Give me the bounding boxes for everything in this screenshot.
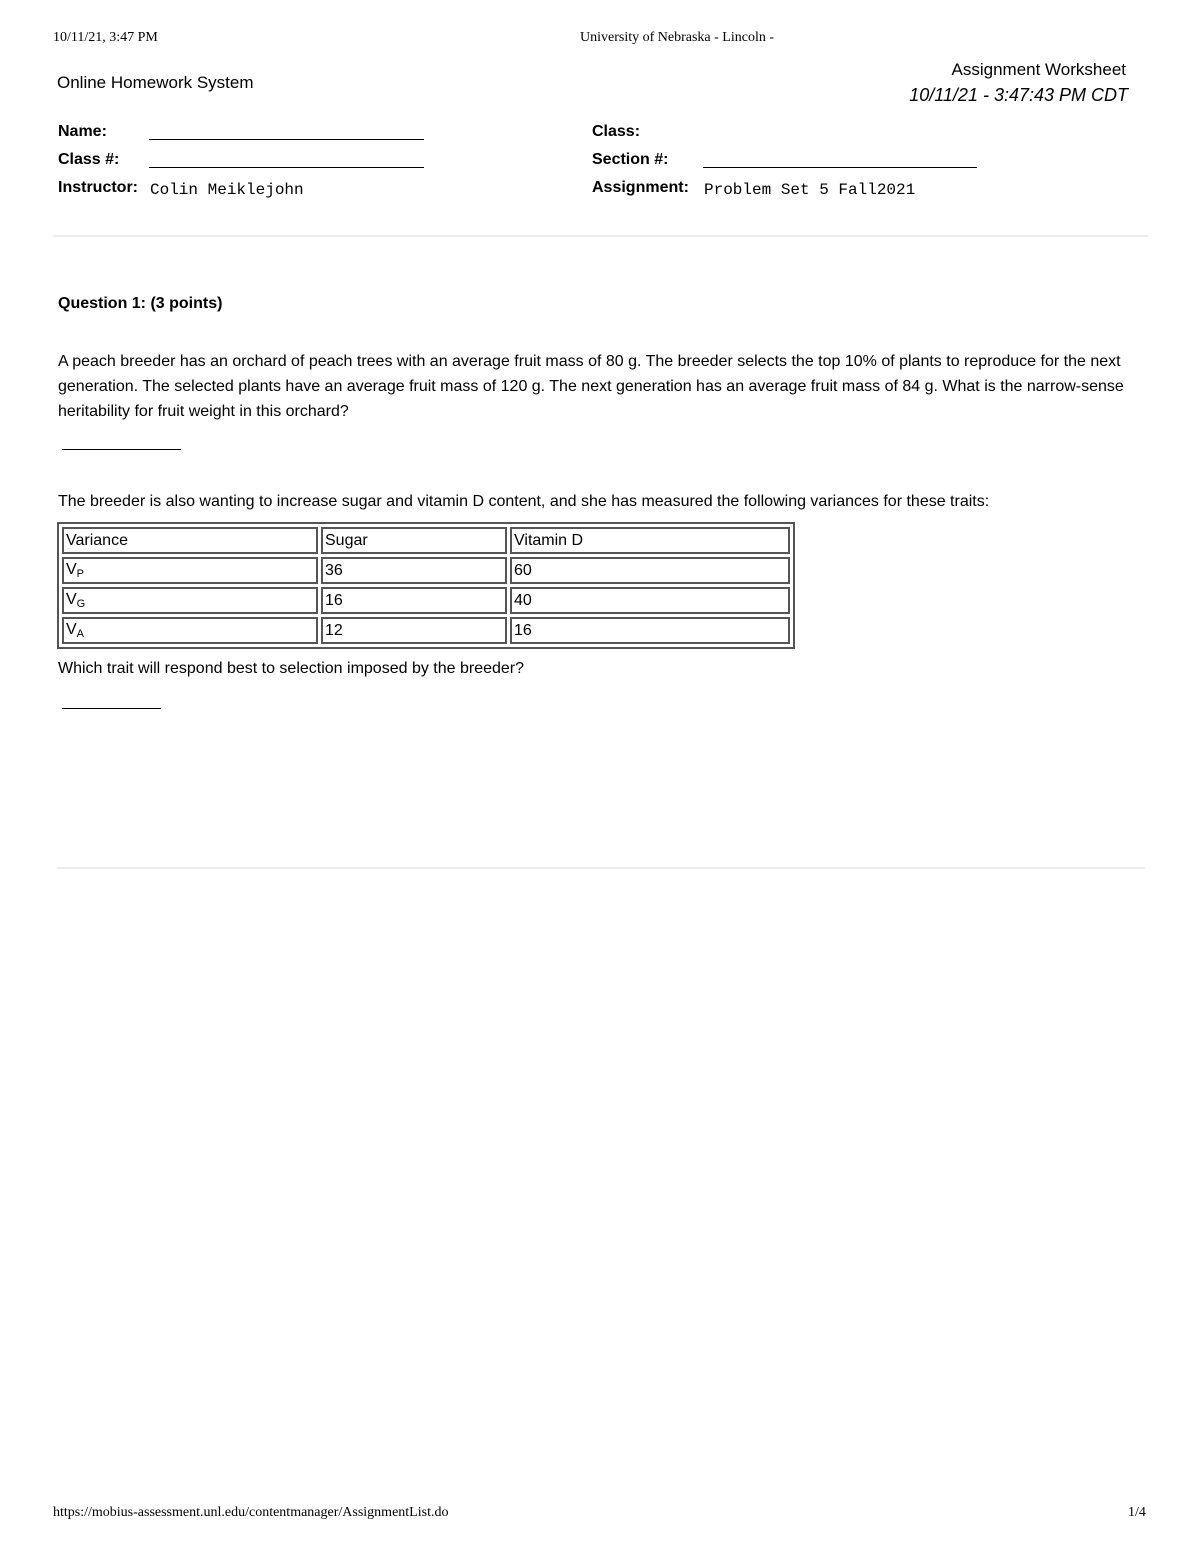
question-text-variances: The breeder is also wanting to increase sugar and vitamin D content, and she has measured the following variances for these traits: [58, 493, 990, 510]
variance-cell [62, 557, 318, 584]
variance-subscript: A [76, 628, 85, 640]
header-divider [53, 235, 1148, 237]
variance-subscript: P [76, 568, 85, 580]
sugar-cell: 12 [321, 617, 507, 644]
class-number-blank [149, 167, 424, 168]
table-row [62, 587, 790, 614]
worksheet-timestamp: 10/11/21 - 3:47:43 PM CDT [909, 85, 1128, 105]
variance-cell [62, 587, 318, 614]
vitamin-d-cell: 16 [510, 617, 790, 644]
variance-symbol: V [66, 591, 77, 608]
answer-blank-trait [62, 708, 161, 709]
class-number-label: Class #: [58, 151, 120, 168]
variance-subscript: G [76, 598, 86, 610]
question-text: A peach breeder has an orchard of peach trees with an average fruit mass of 80 g. The breeder selects the top 10% of plants to reproduce for the next generation. The selected plants have an average fruit mass of 120 g. The next generation has an average fruit mass of 84 g. What is the narrow-sense heritability for fruit weight in this orchard? [58, 353, 1124, 420]
name-blank [149, 139, 424, 140]
sugar-cell: 16 [321, 587, 507, 614]
question-divider [57, 867, 1145, 869]
question-text-selection: Which trait will respond best to selection imposed by the breeder? [58, 660, 525, 677]
table-row [62, 617, 790, 644]
print-footer-url: https://mobius-assessment.unl.edu/contentmanager/AssignmentList.do [53, 1505, 449, 1520]
vitamin-d-cell: 40 [510, 587, 790, 614]
variance-table [57, 522, 795, 649]
instructor-label: Instructor: [58, 179, 138, 196]
variance-symbol: V [66, 621, 77, 638]
variance-cell [62, 617, 318, 644]
print-page-number: 1/4 [1128, 1505, 1146, 1520]
table-row [62, 557, 790, 584]
section-label: Section #: [592, 151, 669, 168]
print-page-title: University of Nebraska - Lincoln - [580, 30, 774, 45]
table-header-cell: Vitamin D [510, 527, 790, 554]
sugar-cell: 36 [321, 557, 507, 584]
class-label: Class: [592, 123, 641, 140]
system-name: Online Homework System [57, 73, 254, 92]
name-label: Name: [58, 123, 107, 140]
vitamin-d-cell: 60 [510, 557, 790, 584]
answer-blank-heritability [62, 449, 181, 450]
worksheet-title: Assignment Worksheet [951, 60, 1126, 79]
print-datetime: 10/11/21, 3:47 PM [53, 30, 158, 45]
table-header-cell: Variance [62, 527, 318, 554]
assignment-label: Assignment: [592, 179, 689, 196]
section-blank [703, 167, 977, 168]
instructor-value: Colin Meiklejohn [150, 181, 304, 199]
assignment-value: Problem Set 5 Fall2021 [704, 181, 916, 199]
table-header-row [62, 527, 790, 554]
variance-symbol: V [66, 561, 77, 578]
question-title: Question 1: (3 points) [58, 295, 223, 312]
table-header-cell: Sugar [321, 527, 507, 554]
